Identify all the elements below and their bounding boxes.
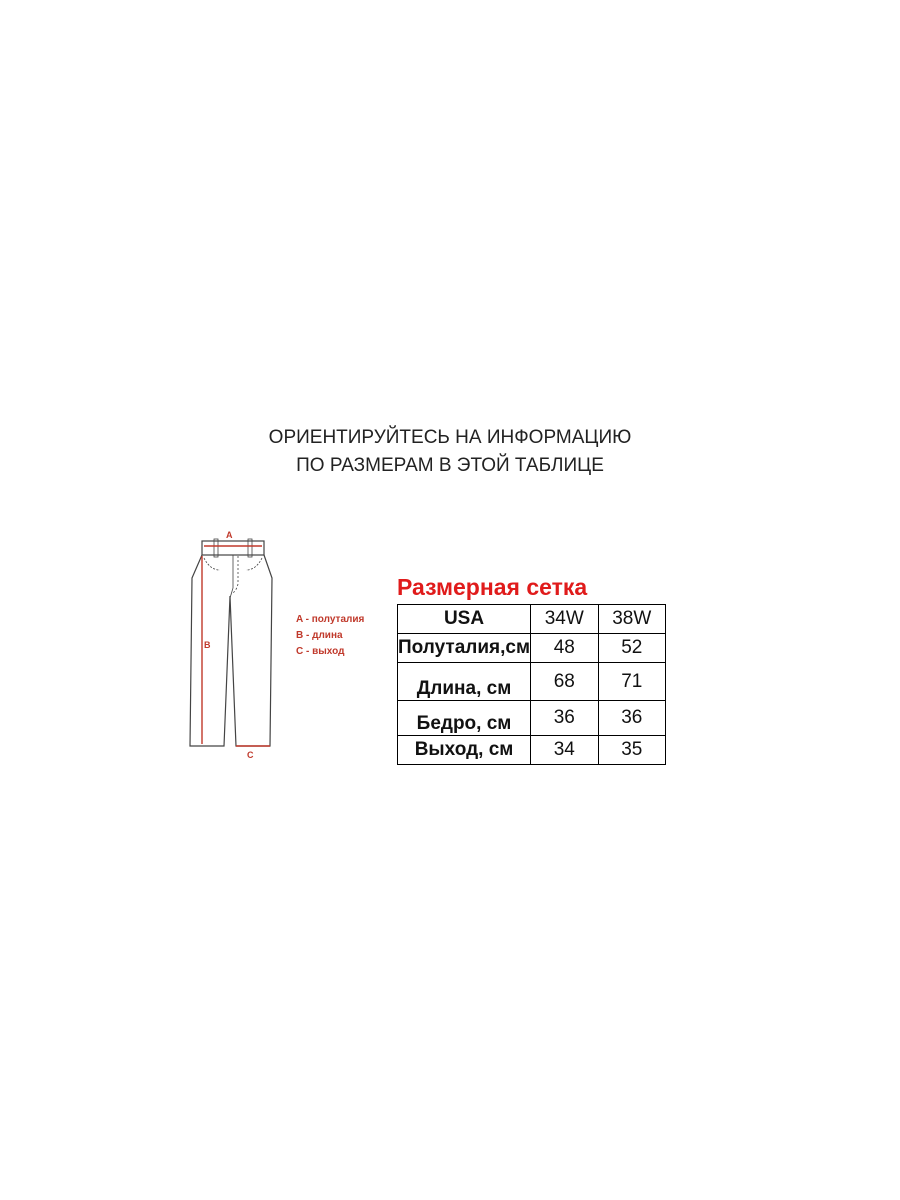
table-row — [398, 736, 666, 765]
crotch-seam — [230, 555, 233, 598]
table-header-row — [398, 605, 666, 634]
label-a: A — [226, 530, 233, 540]
row-label: Длина, см — [398, 663, 531, 701]
row-label: Выход, см — [398, 736, 531, 765]
page-heading — [0, 424, 900, 480]
row-value: 52 — [598, 634, 665, 663]
header-cell-size-1: 34W — [531, 605, 598, 634]
belt-loop-right — [248, 539, 252, 557]
row-value: 35 — [598, 736, 665, 765]
legend-item-b: B - длина — [296, 630, 343, 641]
row-value: 68 — [531, 663, 598, 701]
row-value: 36 — [531, 701, 598, 736]
size-table — [397, 604, 666, 765]
heading-line-2: ПО РАЗМЕРАМ В ЭТОЙ ТАБЛИЦЕ — [296, 455, 604, 476]
fly-stitch — [231, 556, 238, 594]
row-value: 71 — [598, 663, 665, 701]
pocket-left — [204, 558, 220, 570]
row-label: Бедро, см — [398, 701, 531, 736]
table-row — [398, 634, 666, 663]
legend-item-c: C - выход — [296, 646, 345, 657]
table-row — [398, 701, 666, 736]
size-chart-title: Размерная сетка — [397, 574, 588, 600]
pants-illustration — [186, 526, 296, 766]
row-value: 34 — [531, 736, 598, 765]
measurement-legend — [296, 612, 364, 660]
label-b: B — [204, 640, 211, 650]
pants-measurement-diagram — [186, 526, 296, 766]
row-value: 36 — [598, 701, 665, 736]
header-cell-size-2: 38W — [598, 605, 665, 634]
belt-loop-left — [214, 539, 218, 557]
waistband-outline — [202, 541, 264, 555]
row-label: Полуталия,см — [398, 634, 531, 663]
row-value: 48 — [531, 634, 598, 663]
header-cell-region: USA — [398, 605, 531, 634]
label-c: C — [247, 750, 254, 760]
heading-line-1: ОРИЕНТИРУЙТЕСЬ НА ИНФОРМАЦИЮ — [268, 427, 632, 448]
legend-item-a: A - полуталия — [296, 614, 365, 625]
pocket-right — [246, 558, 262, 570]
table-row — [398, 663, 666, 701]
